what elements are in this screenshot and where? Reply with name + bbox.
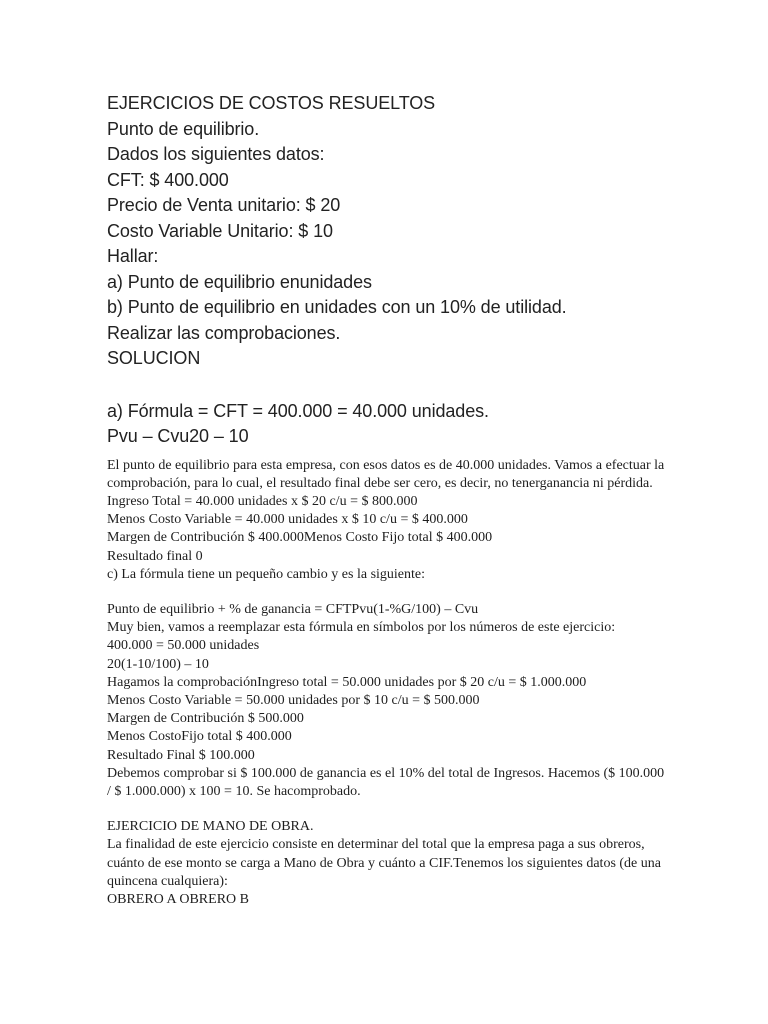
data-unit-price: Precio de Venta unitario: $ 20 [107, 195, 341, 215]
document-title: EJERCICIOS DE COSTOS RESUELTOS [107, 93, 436, 113]
document-page [107, 91, 707, 909]
line-formula-change: c) La fórmula tiene un pequeño cambio y es la siguiente: [107, 566, 426, 582]
formula-block [107, 399, 707, 450]
line-units-result: 400.000 = 50.000 unidades [107, 638, 260, 654]
paragraph-break-even-result: El punto de equilibrio para esta empresa, con esos datos es de 40.000 unidades. Vamos a efectuar la comprobación, para lo cual, el resultado final debe ser cero, es decir, no tenerganancia ni pérdida. [107, 457, 665, 491]
problem-statement [107, 91, 707, 372]
line-final-result: Resultado final 0 [107, 548, 203, 564]
line-verification-income: Hagamos la comprobaciónIngreso total = 50.000 unidades por $ 20 c/u = $ 1.000.000 [107, 674, 587, 690]
find-label: Hallar: [107, 246, 159, 266]
given-data-label: Dados los siguientes datos: [107, 144, 325, 164]
line-verification-fixed: Menos CostoFijo total $ 400.000 [107, 729, 292, 745]
paragraph-check-percentage: Debemos comprobar si $ 100.000 de ganancia es el 10% del total de Ingresos. Hacemos ($ 100.000 / $ 1.000.000) x 100 = 10. Se hacomprobado. [107, 765, 665, 799]
spacer [107, 584, 707, 601]
spacer [107, 801, 707, 818]
line-verification-variable: Menos Costo Variable = 50.000 unidades por $ 10 c/u = $ 500.000 [107, 692, 480, 708]
line-total-income: Ingreso Total = 40.000 unidades x $ 20 c/u = $ 800.000 [107, 493, 418, 509]
line-contribution-margin: Margen de Contribución $ 400.000Menos Costo Fijo total $ 400.000 [107, 530, 493, 546]
spacer [107, 372, 707, 397]
line-denominator: 20(1-10/100) – 10 [107, 656, 209, 672]
line-variable-cost: Menos Costo Variable = 40.000 unidades x $ 10 c/u = $ 400.000 [107, 512, 468, 528]
subtitle-break-even: Punto de equilibrio. [107, 118, 260, 139]
data-unit-variable-cost: Costo Variable Unitario: $ 10 [107, 220, 333, 241]
question-a: a) Punto de equilibrio enunidades [107, 271, 372, 292]
verify-instruction: Realizar las comprobaciones. [107, 322, 341, 343]
solution-heading: SOLUCION [107, 348, 201, 368]
formula-line: a) Fórmula = CFT = 400.000 = 40.000 unidades. [107, 400, 489, 421]
question-b: b) Punto de equilibrio en unidades con un 10% de utilidad. [107, 297, 567, 317]
line-verification-margin: Margen de Contribución $ 500.000 [107, 711, 304, 727]
line-verification-final: Resultado Final $ 100.000 [107, 747, 255, 763]
line-formula-profit: Punto de equilibrio + % de ganancia = CFTPvu(1-%G/100) – Cvu [107, 601, 479, 617]
formula-denominator: Pvu – Cvu20 – 10 [107, 426, 249, 446]
line-replace-symbols: Muy bien, vamos a reemplazar esta fórmula en símbolos por los números de este ejercicio: [107, 620, 616, 636]
data-cft: CFT: $ 400.000 [107, 169, 229, 190]
labor-exercise-heading: EJERCICIO DE MANO DE OBRA. [107, 819, 314, 835]
paragraph-labor-purpose: La finalidad de este ejercicio consiste en determinar del total que la empresa paga a sus obreros, cuánto de ese monto se carga a Mano de Obra y cuánto a CIF.Tenemos los siguientes datos (de una quincena cualquiera): [107, 837, 661, 889]
line-workers: OBRERO A OBRERO B [107, 891, 249, 907]
solution-body [107, 457, 707, 910]
